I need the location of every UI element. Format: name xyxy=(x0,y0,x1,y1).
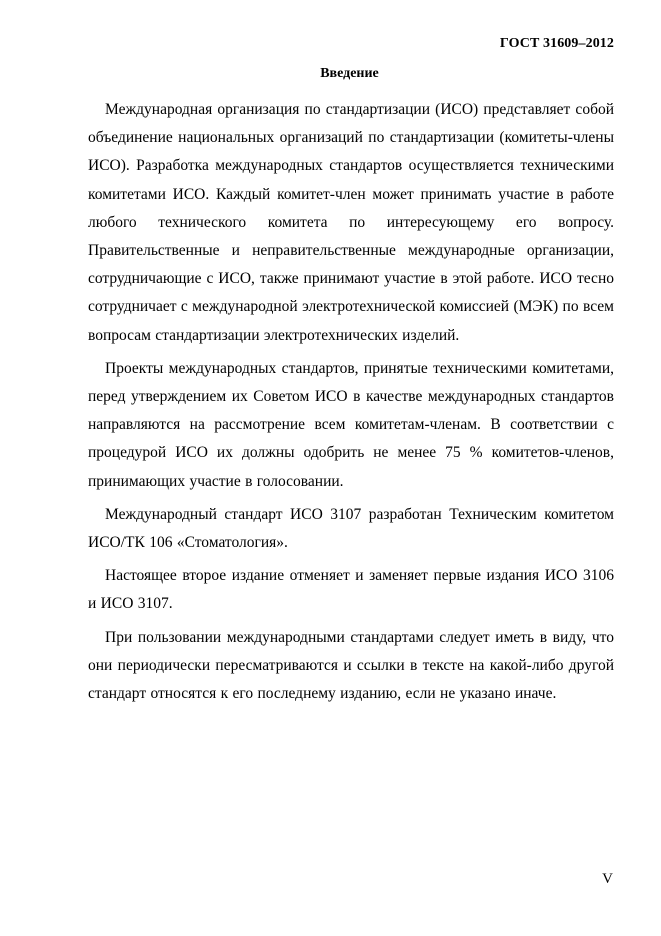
standard-code: ГОСТ 31609–2012 xyxy=(499,36,614,51)
paragraph-revision-note: При пользовании международными стандартами следует иметь в виду, что они периодически пересматриваются и ссылки в тексте на какой-либо другой стандарт относятся к его последнему изданию, если не указано иначе. xyxy=(88,628,614,703)
paragraph-committee: Международный стандарт ИСО 3107 разработан Техническим комитетом ИСО/ТК 106 «Стоматология». xyxy=(88,505,614,552)
page-number: V xyxy=(602,871,613,887)
paragraph-edition: Настоящее второе издание отменяет и заменяет первые издания ИСО 3106 и ИСО 3107. xyxy=(88,567,614,613)
body-text xyxy=(88,96,614,713)
paragraph-draft-approval: Проекты международных стандартов, принятые техническими комитетами, перед утверждением их Советом ИСО в качестве международных стандартов направляются на рассмотрение всем комитетам-членам. В соответствии с процедурой ИСО их должны одобрить не менее 75 % комитетов-членов, принимающих участие в голосовании. xyxy=(88,359,614,490)
section-title: Введение xyxy=(320,66,379,81)
paragraph-iso-overview: Международная организация по стандартизации (ИСО) представляет собой объединение национальных организаций по стандартизации (комитеты-члены ИСО). Разработка международных стандартов осуществляется техническими комитетами ИСО. Каждый комитет-член может принимать участие в работе любого технического комитета по интересующему его вопросу. Правительственные и неправительственные международные организации, сотрудничающие с ИСО, также принимают участие в этой работе. ИСО тесно сотрудничает с международной электротехнической комиссией (МЭК) по всем вопросам стандартизации электротехнических изделий. xyxy=(88,101,614,344)
